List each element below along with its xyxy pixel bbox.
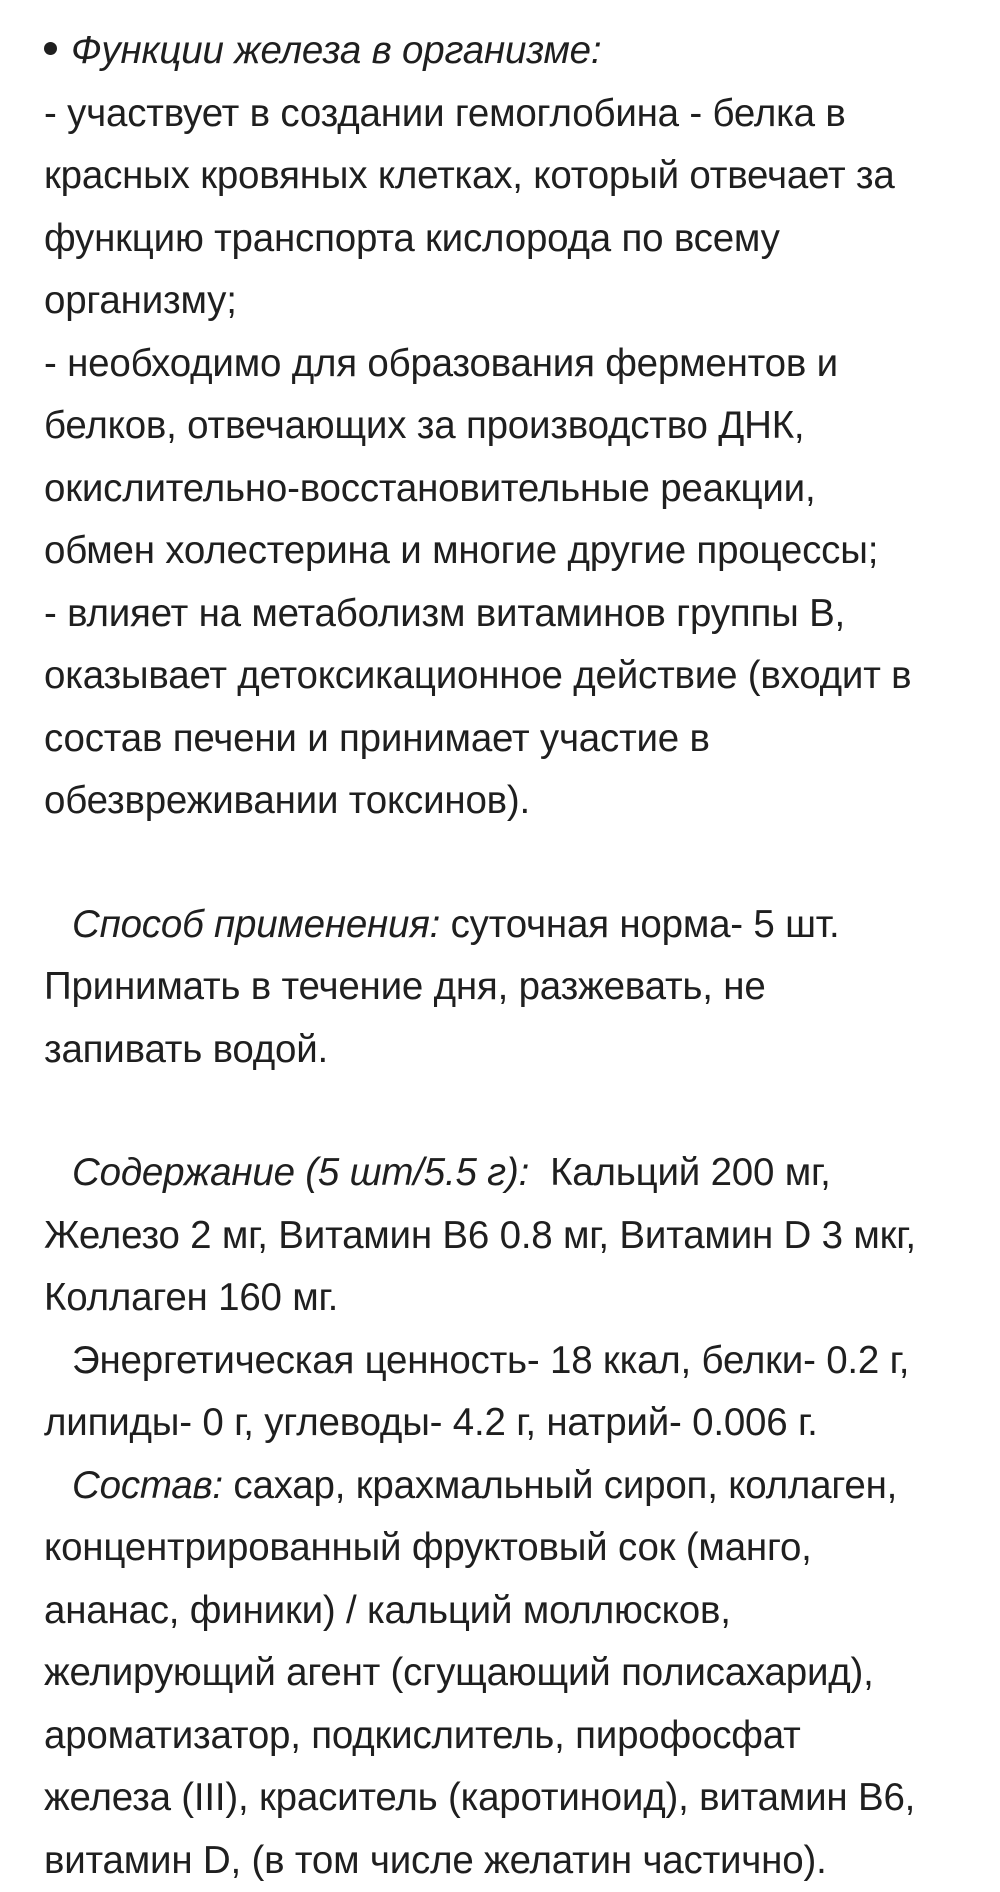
iron-functions-line: функцию транспорта кислорода по всему	[44, 208, 968, 271]
content-label: Содержание (5 шт/5.5 г):	[72, 1151, 529, 1194]
composition-line: ароматизатор, подкислитель, пирофосфат	[44, 1705, 968, 1768]
iron-functions-line: - влияет на метаболизм витаминов группы В,	[44, 583, 968, 646]
composition-line: желирующий агент (сгущающий полисахарид),	[44, 1642, 968, 1705]
usage-line: Принимать в течение дня, разжевать, не	[44, 956, 968, 1019]
content-section	[44, 1142, 968, 1330]
composition-first-text: сахар, крахмальный сироп, коллаген,	[223, 1464, 897, 1507]
composition-line: ананас, финики) / кальций моллюсков,	[44, 1580, 968, 1643]
iron-functions-heading-line	[44, 20, 968, 83]
composition-section	[44, 1455, 968, 1892]
iron-functions-line: организму;	[44, 270, 968, 333]
energy-first-line: Энергетическая ценность- 18 ккал, белки- 0.2 г,	[44, 1330, 968, 1393]
composition-line: витамин D, (в том числе желатин частично).	[44, 1830, 968, 1892]
composition-line: железа (III), краситель (каротиноид), витамин В6,	[44, 1767, 968, 1830]
iron-functions-line: обезвреживании токсинов).	[44, 770, 968, 833]
energy-section	[44, 1330, 968, 1455]
content-first-text: Кальций 200 мг,	[529, 1151, 831, 1194]
content-line: Коллаген 160 мг.	[44, 1267, 968, 1330]
energy-line: липиды- 0 г, углеводы- 4.2 г, натрий- 0.006 г.	[44, 1392, 968, 1455]
iron-functions-line: белков, отвечающих за производство ДНК,	[44, 395, 968, 458]
composition-label: Состав:	[72, 1464, 223, 1507]
iron-functions-line: - участвует в создании гемоглобина - белка в	[44, 83, 968, 146]
content-line: Железо 2 мг, Витамин В6 0.8 мг, Витамин D 3 мкг,	[44, 1205, 968, 1268]
bullet-icon	[44, 42, 57, 55]
iron-functions-line: оказывает детоксикационное действие (входит в	[44, 645, 968, 708]
iron-functions-line: состав печени и принимает участие в	[44, 708, 968, 771]
usage-label: Способ применения:	[72, 903, 440, 946]
usage-first-text: суточная норма- 5 шт.	[440, 903, 839, 946]
usage-line: запивать водой.	[44, 1019, 968, 1082]
iron-functions-line: обмен холестерина и многие другие процессы;	[44, 520, 968, 583]
section-gap	[44, 1081, 968, 1142]
composition-first-line	[44, 1455, 968, 1518]
iron-functions-line: окислительно-восстановительные реакции,	[44, 458, 968, 521]
iron-functions-line: красных кровяных клетках, который отвечает за	[44, 145, 968, 208]
iron-functions-section	[44, 20, 968, 833]
content-first-line	[44, 1142, 968, 1205]
iron-functions-line: - необходимо для образования ферментов и	[44, 333, 968, 396]
section-gap	[44, 833, 968, 894]
usage-section	[44, 894, 968, 1082]
usage-first-line	[44, 894, 968, 957]
iron-functions-heading: Функции железа в организме:	[71, 29, 601, 72]
composition-line: концентрированный фруктовый сок (манго,	[44, 1517, 968, 1580]
